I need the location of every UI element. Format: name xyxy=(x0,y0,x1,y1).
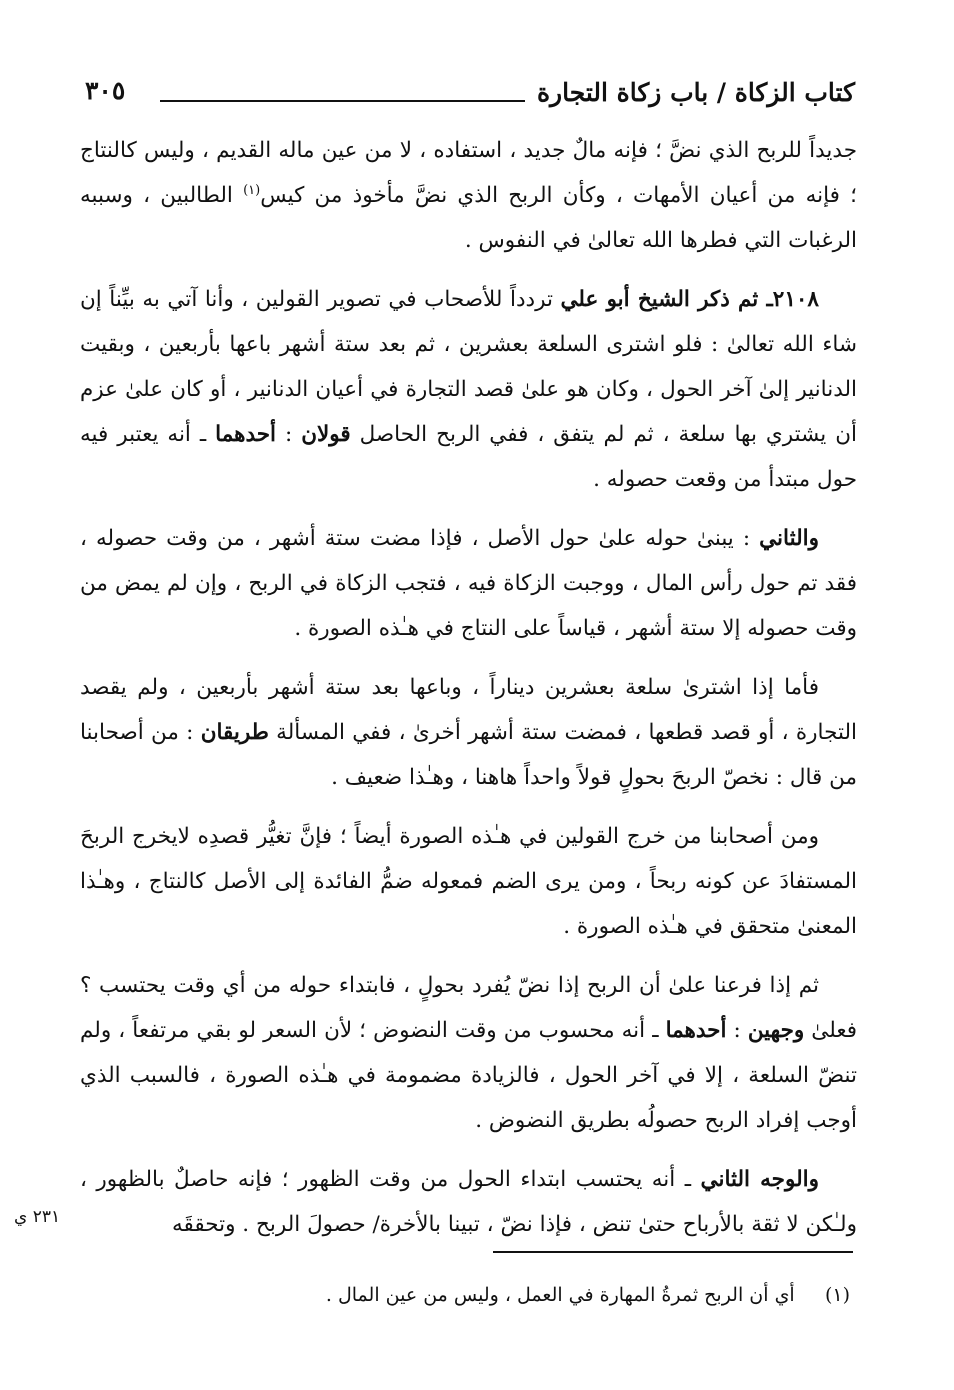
paragraph xyxy=(80,963,857,1143)
text-segment: فأما إذا اشترىٰ سلعة بعشرين ديناراً ، وباعها بعد ستة أشهر بأربعين ، ولم يقصد التجارة ، أو قصد قطعها ، فمضت ستة أشهر أخرىٰ ، ففي المسألة xyxy=(80,675,858,745)
footnote-rule xyxy=(493,1251,853,1253)
paragraph xyxy=(80,277,857,502)
text-segment: وجهين xyxy=(747,1018,805,1043)
text-segment: ـ أنه يعتبر فيه حول مبتدأ من وقعت حصوله . xyxy=(80,422,857,492)
footnote-marker: (١) xyxy=(824,1284,850,1306)
text-segment: جديداً للربح الذي نضَّ ؛ فإنه مالٌ جديد ، استفاده ، لا من عين ماله القديم ، وليس كالنتاج ؛ فإنه من أعيان الأمهات ، وكأن الربح الذي نضَّ مأخوذ من كيس xyxy=(80,138,858,208)
running-header xyxy=(85,78,855,118)
text-segment: طريقان xyxy=(200,720,269,745)
body-text xyxy=(80,128,857,1261)
text-segment: ثم إذا فرعنا علىٰ أن الربح إذا نضّ يُفرد بحولٍ ، فابتداء حوله من أي وقت يحتسب ؟ فعلىٰ xyxy=(80,973,857,1043)
footnote-ref: (١) xyxy=(243,182,261,198)
text-segment: : من أصحابنا من قال : نخصّ الربحَ بحولٍ قولاً واحداً هاهنا ، وهـٰذا ضعيف . xyxy=(80,720,857,790)
footnote xyxy=(326,1284,850,1306)
paragraph xyxy=(80,665,857,800)
text-segment: والثاني xyxy=(759,526,819,551)
text-segment: أحدهما xyxy=(215,422,277,447)
text-segment: ـ أنه يحتسب ابتداء الحول من وقت الظهور ؛ فإنه حاصلٌ بالظهور ، ولـٰكن لا ثقة بالأرباح حتىٰ تنض ، فإذا نضّ ، تبينا بالأخرة/ حصولَ الربح . وتحققَه xyxy=(80,1167,857,1237)
header-title: كتاب الزكاة / باب زكاة التجارة xyxy=(536,78,855,107)
text-segment: أحدهما xyxy=(665,1018,727,1043)
text-segment: ـ أنه محسوب من وقت النضوض ؛ لأن السعر لو بقي مرتفعاً ، ولم تنضّ السلعة ، إلا في آخر الحول ، فالزيادة مضمومة في هـٰذه الصورة ، فالسبب الذي أوجب إفراد الربح حصولُه بطريق النضوض . xyxy=(80,1018,857,1133)
text-segment: : xyxy=(726,1018,748,1043)
margin-note: ٢٣١ ي xyxy=(14,1207,61,1227)
paragraph xyxy=(80,128,857,263)
paragraph xyxy=(80,814,857,949)
header-rule xyxy=(160,100,525,102)
text-segment: : يبنىٰ حوله علىٰ حول الأصل ، فإذا مضت ستة أشهر ، من وقت حصوله ، فقد تم حول رأس المال ، ووجبت الزكاة فيه ، فتجب الزكاة في الربح ، وإن لم يمض من وقت حصوله إلا ستة أشهر ، قياساً على النتاج في هـٰذه الصورة . xyxy=(80,526,857,641)
page-number: ٣٠٥ xyxy=(85,76,126,105)
footnote-text: أي أن الربح ثمرةُ المهارة في العمل ، وليس من عين المال . xyxy=(325,1284,795,1306)
paragraph xyxy=(80,1157,857,1247)
text-segment: تردداً للأصحاب في تصوير القولين ، وأنا آتي به بيِّناً إن شاء الله تعالىٰ : فلو اشترى السلعة بعشرين ، ثم بعد ستة أشهر باعها بأربعين ، وبقيت الدنانير إلىٰ آخر الحول ، وكان هو علىٰ قصد التجارة في أعيان الدنانير ، أو كان علىٰ عزم أن يشتري بها سلعة ، ثم لم يتفق ، ففي الربح الحاصل xyxy=(80,287,857,447)
text-segment: الشيخ أبو علي xyxy=(560,287,690,312)
text-segment: قولان xyxy=(301,422,351,447)
text-segment: ومن أصحابنا من خرج القولين في هـٰذه الصورة أيضاً ؛ فإنَّ تغيُّر قصدِه لايخرج الربحَ المستفادَ عن كونه ربحاً ، ومن يرى الضم فمعوله ضمُّ الفائدة إلى الأصل كالنتاج ، وهـٰذا المعنىٰ متحقق في هـٰذه الصورة . xyxy=(80,824,857,939)
text-segment: والوجه الثاني xyxy=(700,1167,819,1192)
text-segment: الطالبين ، وسببه الرغبات التي فطرها الله تعالىٰ في النفوس . xyxy=(80,183,857,253)
text-segment: : xyxy=(276,422,302,447)
text-segment: ٢١٠٨ـ ثم ذكر xyxy=(689,287,819,312)
paragraph xyxy=(80,516,857,651)
